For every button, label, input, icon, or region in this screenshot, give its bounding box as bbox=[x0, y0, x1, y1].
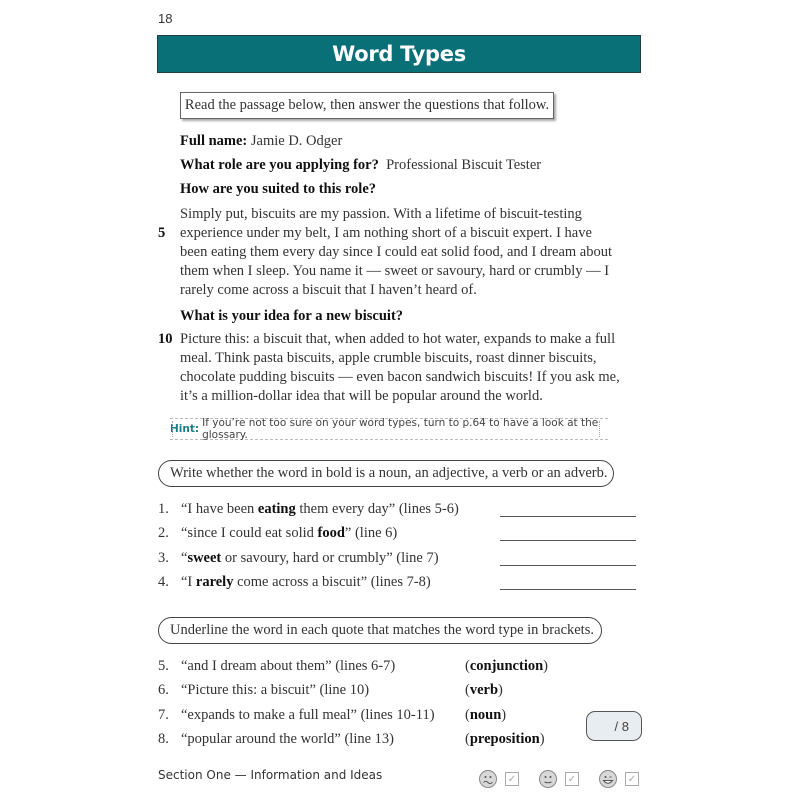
quote-text[interactable]: “popular around the world” (line 13) bbox=[181, 731, 394, 747]
question-item bbox=[158, 707, 435, 724]
hint-border-right bbox=[599, 421, 606, 437]
question-heading-idea-text: What is your idea for a new biscuit? bbox=[180, 308, 404, 324]
footer-section-title: Section One — Information and Ideas bbox=[158, 768, 383, 782]
word-type-label: verb bbox=[469, 682, 499, 698]
quote-text: them every day” (lines 5-6) bbox=[295, 501, 459, 517]
word-type: (verb) bbox=[465, 682, 503, 698]
question-number: 1. bbox=[158, 501, 169, 517]
answer-field[interactable] bbox=[500, 516, 636, 517]
happy-face-icon bbox=[598, 769, 618, 789]
title-banner bbox=[157, 35, 641, 73]
role-label: What role are you applying for? bbox=[180, 157, 379, 173]
checkbox-happy[interactable] bbox=[625, 772, 639, 786]
passage-line: experience under my belt, I am nothing short of a biscuit expert. I have bbox=[180, 225, 592, 241]
passage-line: Picture this: a biscuit that, when added to hot water, expands to make a full bbox=[180, 331, 616, 347]
passage-instruction-box bbox=[180, 92, 554, 119]
word-type: (conjunction) bbox=[465, 658, 549, 674]
hint-border-left bbox=[172, 421, 179, 437]
hint-box bbox=[170, 418, 608, 440]
full-name-label: Full name: bbox=[180, 133, 248, 149]
quote-text: ” (line 6) bbox=[344, 525, 398, 541]
quote-text: come across a biscuit” (lines 7-8) bbox=[233, 574, 431, 590]
passage-line: them when I sleep. You name it — sweet or savoury, hard or crumbly — I bbox=[180, 263, 610, 279]
word-type: (preposition) bbox=[465, 731, 545, 747]
question-number: 2. bbox=[158, 525, 169, 541]
score-box[interactable] bbox=[586, 711, 642, 741]
question-item bbox=[158, 658, 395, 675]
question-item bbox=[158, 574, 431, 591]
question-number: 7. bbox=[158, 707, 169, 723]
line-number: 5 bbox=[158, 225, 166, 241]
question-item bbox=[158, 501, 459, 518]
question-number: 5. bbox=[158, 658, 169, 674]
question-heading-suited-text: How are you suited to this role? bbox=[180, 181, 377, 197]
quote-text[interactable]: “and I dream about them” (lines 6-7) bbox=[181, 658, 396, 674]
question-heading-idea bbox=[180, 308, 403, 325]
question-number: 8. bbox=[158, 731, 169, 747]
hint-label: Hint: bbox=[170, 423, 200, 435]
passage-line: been eating them every day since I could eat solid food, and I dream about bbox=[180, 244, 613, 260]
question-number: 4. bbox=[158, 574, 169, 590]
full-name-row bbox=[180, 133, 342, 150]
answer-field[interactable] bbox=[500, 589, 636, 590]
section2-instruction-box bbox=[158, 617, 602, 644]
checkbox-sad[interactable] bbox=[505, 772, 519, 786]
full-name-value: Jamie D. Odger bbox=[250, 133, 343, 149]
quote-text: “since I could eat solid bbox=[181, 525, 318, 541]
passage-line: Simply put, biscuits are my passion. With a lifetime of biscuit-testing bbox=[180, 206, 582, 222]
passage-line: rarely come across a biscuit that I haven’t heard of. bbox=[180, 282, 477, 298]
check-icon: ✓ bbox=[507, 773, 517, 785]
passage-instruction: Read the passage below, then answer the questions that follow. bbox=[184, 97, 550, 113]
section1-instruction: Write whether the word in bold is a noun, an adjective, a verb or an adverb. bbox=[170, 465, 608, 481]
question-heading-suited bbox=[180, 181, 376, 198]
word-type-label: conjunction bbox=[469, 658, 544, 674]
role-row bbox=[180, 157, 541, 174]
question-number: 6. bbox=[158, 682, 169, 698]
quote-text: “I bbox=[181, 574, 196, 590]
question-item bbox=[158, 731, 394, 748]
quote-text: or savoury, hard or crumbly” (line 7) bbox=[221, 550, 439, 566]
bold-word: rarely bbox=[195, 574, 234, 590]
hint-text: If you’re not too sure on your word types, turn to p.64 to have a look at the glossary. bbox=[202, 417, 599, 441]
word-type: (noun) bbox=[465, 707, 507, 723]
passage-line: chocolate pudding biscuits — even bacon sandwich biscuits! If you ask me, bbox=[180, 369, 620, 385]
question-item bbox=[158, 525, 397, 542]
word-type-label: preposition bbox=[469, 731, 540, 747]
question-item bbox=[158, 682, 369, 699]
section1-instruction-box bbox=[158, 460, 614, 487]
word-type-label: noun bbox=[469, 707, 502, 723]
sad-face-icon bbox=[478, 769, 498, 789]
line-number: 10 bbox=[158, 331, 173, 347]
bold-word: sweet bbox=[187, 550, 222, 566]
check-icon: ✓ bbox=[627, 773, 637, 785]
answer-field[interactable] bbox=[500, 565, 636, 566]
role-value: Professional Biscuit Tester bbox=[386, 157, 542, 173]
bold-word: food bbox=[317, 525, 345, 541]
quote-text[interactable]: “Picture this: a biscuit” (line 10) bbox=[181, 682, 370, 698]
passage-line: meal. Think pasta biscuits, apple crumble biscuits, roast dinner biscuits, bbox=[180, 350, 597, 366]
quote-text[interactable]: “expands to make a full meal” (lines 10-11) bbox=[181, 707, 435, 723]
page-title: Word Types bbox=[332, 42, 466, 66]
page-number: 18 bbox=[158, 11, 173, 26]
checkbox-neutral[interactable] bbox=[565, 772, 579, 786]
bold-word: eating bbox=[257, 501, 296, 517]
quote-text: “ bbox=[181, 550, 188, 566]
passage-line: it’s a million-dollar idea that will be popular around the world. bbox=[180, 388, 543, 404]
score-total: / 8 bbox=[614, 718, 629, 734]
question-number: 3. bbox=[158, 550, 169, 566]
section2-instruction: Underline the word in each quote that matches the word type in brackets. bbox=[170, 622, 594, 638]
quote-text: “I have been bbox=[181, 501, 258, 517]
check-icon: ✓ bbox=[567, 773, 577, 785]
neutral-face-icon bbox=[538, 769, 558, 789]
answer-field[interactable] bbox=[500, 540, 636, 541]
question-item bbox=[158, 550, 439, 567]
